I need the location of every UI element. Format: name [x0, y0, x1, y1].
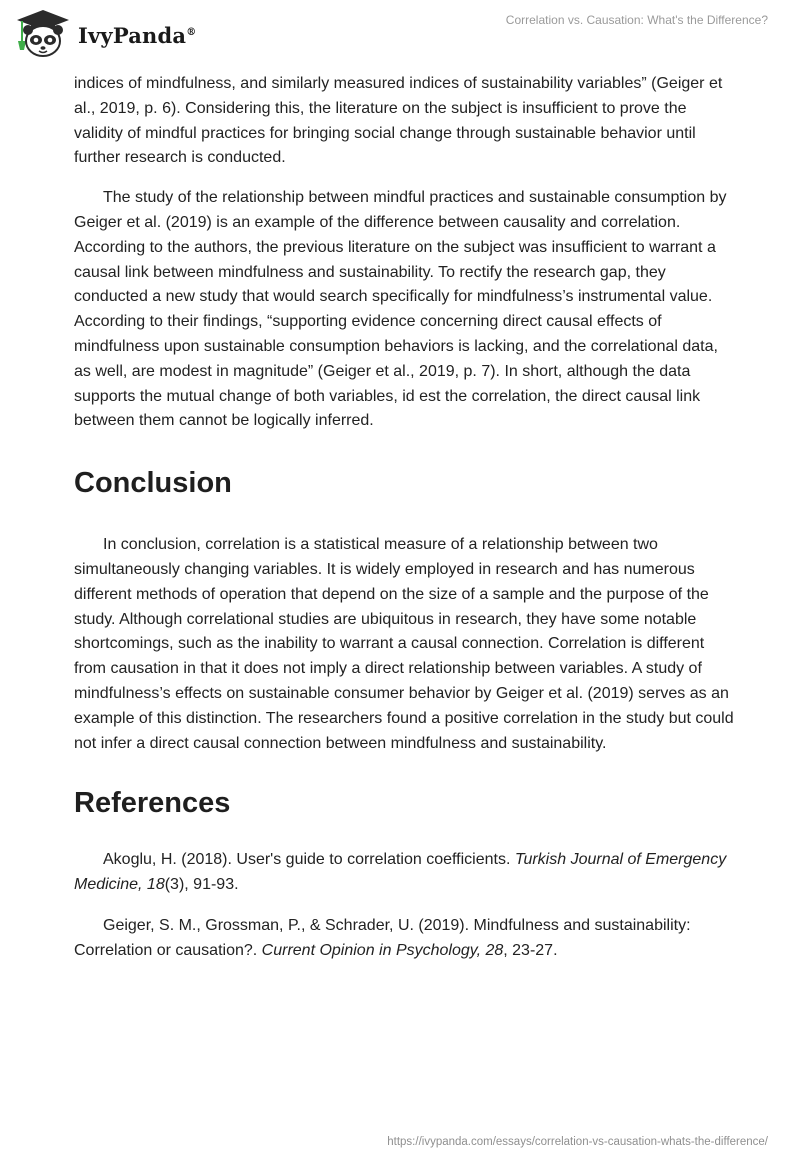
reference-issue: (3), 91-93. — [164, 876, 239, 894]
registered-mark: ® — [186, 26, 197, 38]
paragraph-continued: indices of mindfulness, and similarly measured indices of sustainability variables” (Geiger et al., 2019, p. 6). Considering this, the literature on the subject is insufficient to prove the validity of mindful practices for bringing social change through sustainable behavior until further research is conducted. — [74, 75, 723, 167]
brand-name: IvyPanda® — [78, 22, 197, 48]
reference-item — [74, 914, 734, 964]
brand-logo[interactable] — [14, 8, 196, 60]
conclusion-heading: Conclusion — [74, 467, 232, 500]
references-heading: References — [74, 787, 231, 820]
document-title: Correlation vs. Causation: What's the Difference? — [505, 13, 768, 27]
source-url[interactable]: https://ivypanda.com/essays/correlation-vs-causation-whats-the-difference/ — [387, 1136, 768, 1148]
page-header — [0, 0, 800, 70]
reference-item — [74, 848, 734, 898]
reference-authors: Akoglu, H. (2018). User's guide to correlation coefficients. — [103, 851, 515, 869]
reference-issue: , 23-27. — [503, 941, 558, 959]
reference-authors: Geiger, S. M., Grossman, P., & Schrader, U. (2019). Mindfulness and sustainability: Correlation or causation?. — [74, 916, 691, 959]
reference-journal: Turkish Journal of Emergency Medicine, 18 — [74, 851, 727, 894]
essay-content — [74, 72, 734, 964]
reference-journal: Current Opinion in Psychology, 28 — [261, 941, 504, 959]
panda-graduate-icon — [14, 8, 72, 60]
paragraph-conclusion: In conclusion, correlation is a statistical measure of a relationship between two simultaneously changing variables. It is widely employed in research and has numerous different methods of operation that depend on the size of a sample and the purpose of the study. Although correlational studies are ubiquitous in research, they have some notable shortcomings, such as the inability to warrant a causal connection. Correlation is different from causation in that it does not imply a direct relationship between variables. A study of mindfulness’s effects on sustainable consumer behavior by Geiger et al. (2019) serves as an example of this distinction. The researchers found a positive correlation in the study but could not infer a direct causal connection between mindfulness and sustainability. — [74, 536, 734, 752]
paragraph-geiger-study: The study of the relationship between mindful practices and sustainable consumption by Geiger et al. (2019) is an example of the difference between causality and correlation. According to the authors, the previous literature on the subject was insufficient to warrant a causal link between mindfulness and sustainability. To rectify the research gap, they conducted a new study that would search specifically for mindfulness’s instrumental value. According to their findings, “supporting evidence concerning direct causal effects of mindfulness upon sustainable consumption behaviors is lacking, and the correlational data, as well, are modest in magnitude” (Geiger et al., 2019, p. 7). In short, although the data supports the mutual change of both variables, id est the correlation, the direct causal link between them cannot be logically inferred. — [74, 189, 727, 430]
